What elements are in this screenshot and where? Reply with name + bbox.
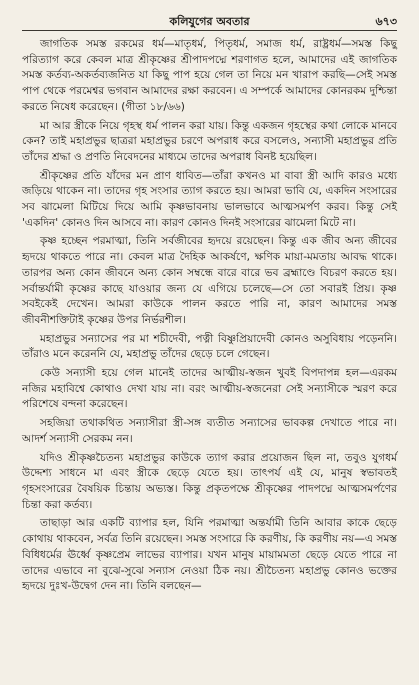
- page-header: [22, 10, 397, 31]
- paragraph: তাছাড়া আর একটি ব্যাপার হল, যিনি পরমাত্মা অন্তর্যামী তিনি আবার কাকে ছেড়ে কোথায় থাকবেন, সর্বত্র তিনি রয়েছেন। সমস্ত সংসারে কি করণীয়, কি করণীয় নয়—এ সমস্ত বিধিধর্মের ঊর্ধ্বে কৃষ্ণপ্রেম লাভের ব্যাপার। যখন মানুষ মায়ামমতা ছেড়ে যেতে পারে না তাদের এভাবে না বুঝে-সুঝে সন্যাস নেওয়া ঠিক নয়। শ্রীচৈতন্য মহাপ্রভু কোনও ভক্তের হৃদয়ে দুঃখ-উদ্বেগ দেন না। তিনি বলছেন—: [22, 517, 397, 593]
- paragraph: শ্রীকৃষ্ণের প্রতি যাঁদের মন প্রাণ ধাবিত—তাঁরা কখনও মা বাবা স্ত্রী আদি কারও মধ্যে জড়িয়ে থাকেন না। তাদের গৃহ সংসার ত্যাগ করতে হয়। আমরা ভাবি যে, একদিন সংসারের সব ঝামেলা মিটিয়ে দিয়ে আমি কৃষ্ণভাবনায় ভালভাবে আত্মসমর্পণ করব। কিন্তু সেই 'একদিন' কোনও দিন আসবে না। কারণ কোনও দিনই সংসারের ঝামেলা মিটে না।: [22, 169, 397, 229]
- paragraph: কৃষ্ণ হচ্ছেন পরমাত্মা, তিনি সর্বজীবের হৃদয়ে রয়েছেন। কিন্তু এক জীব অন্য জীবের হৃদয়ে থাকতে পারে না। কেবল মাত্র দৈহিক আকর্ষণে, ক্ষণিক মায়া-মমতায় আবদ্ধ থাকে। তারপর অন্য কোন জীবনে অন্য কোন সম্বন্ধে বারে বারে ভব ব্রহ্মাণ্ডে বিচরণ করতে হয়। সর্বান্তর্যামী কৃষ্ণের কাছে যাওয়ার জন্য যে এগিয়ে চলেছে—সে তো সবারই প্রিয়। কৃষ্ণ সবইকেই দেখেন। আমরা কাউকে পালন করতে পারি না, কারণ আমাদের সমস্ত জীবনীশক্তিটাই কৃষ্ণের উপর নির্ভরশীল।: [22, 235, 397, 326]
- paragraph: সহজিয়া তথাকথিত সন্যাসীরা স্ত্রী-সঙ্গ ব্যতীত সন্যাসের ভাবকল্প দেখাতে পারে না। আদর্শ সন্যাসী সেরকম নন।: [22, 417, 397, 445]
- paragraph: মা আর স্ত্রীকে নিয়ে গৃহস্থ ধর্ম পালন করা যায়। কিন্তু একজন গৃহস্থের কথা লোকে মানবে কেন? তাই মহাপ্রভুর ছাত্ররা মহাপ্রভুর চরণে অপরাধ করে বসলেও, সন্যাসী মহাপ্রভুর প্রতি তাঁদের শ্রদ্ধা ও প্রণতি নিবেদনের মাধ্যমে তাদের অপরাধ বিনষ্ট হয়েছিল।: [22, 119, 397, 163]
- paragraph: জাগতিক সমস্ত রকমের ধর্ম—মাতৃধর্ম, পিতৃধর্ম, সমাজ ধর্ম, রাষ্ট্রধর্ম—সমস্ত কিছু পরিত্যাগ করে কেবল মাত্র শ্রীকৃষ্ণের শ্রীপাদপদ্মে শরণাগত হলে, আমাদের এই জাগতিক সমস্ত কর্তব্য-অকর্তব্যজনিত যা কিছু পাপ হয়ে গেল তা নিয়ে মন খারাপ করছি—সেই সমস্ত পাপ থেকে পরমেশ্বর ভগবান আমাদের রক্ষা করবেন। এ সম্পর্কে আমাদের কোনরকম দুশ্চিন্তা করতে নিষেধ করেছেন। (গীতা ১৮/৬৬): [22, 38, 397, 113]
- paragraph: যদিও শ্রীকৃষ্ণচৈতন্য মহাপ্রভুর কাউকে ত্যাগ করার প্রয়োজন ছিল না, তবুও যুগধর্ম উদ্দেশ্য সাধনে মা এবং স্ত্রীকে ছেড়ে যেতে হয়। তাৎপর্য এই যে, মানুষ স্বভাবতই গৃহসংসারের বৈষয়িক চিন্তায় অভ্যস্ত। কিন্তু প্রকৃতপক্ষে শ্রীকৃষ্ণের পাদপদ্মে আত্মসমর্পণের চিন্তা করা কর্তব্য।: [22, 451, 397, 511]
- running-head-title: কলিযুগের অবতার: [169, 15, 250, 28]
- body-text: [22, 37, 397, 595]
- paragraph: মহাপ্রভুর সন্যাসের পর মা শচীদেবী, পত্নী বিষ্ণুপ্রিয়াদেবী কোনও অসুবিধায় পড়েননি। তাঁরাও মনে করেননি যে, মহাপ্রভু তাঁদের ছেড়ে চলে গেছেন।: [22, 332, 397, 361]
- paragraph: কেউ সন্যাসী হয়ে গেল মানেই তাদের আত্মীয়-স্বজন খুবই বিপদাপন্ন হল—এরকম নজির মহাবিশ্বে কোথাও দেখা যায় না। বরং আত্মীয়-স্বজনেরা সেই সন্যাসীকে স্মরণ করে পরিশেষে বন্দনা করেছেন।: [22, 367, 397, 411]
- page-number: ৬৭৩: [375, 15, 397, 28]
